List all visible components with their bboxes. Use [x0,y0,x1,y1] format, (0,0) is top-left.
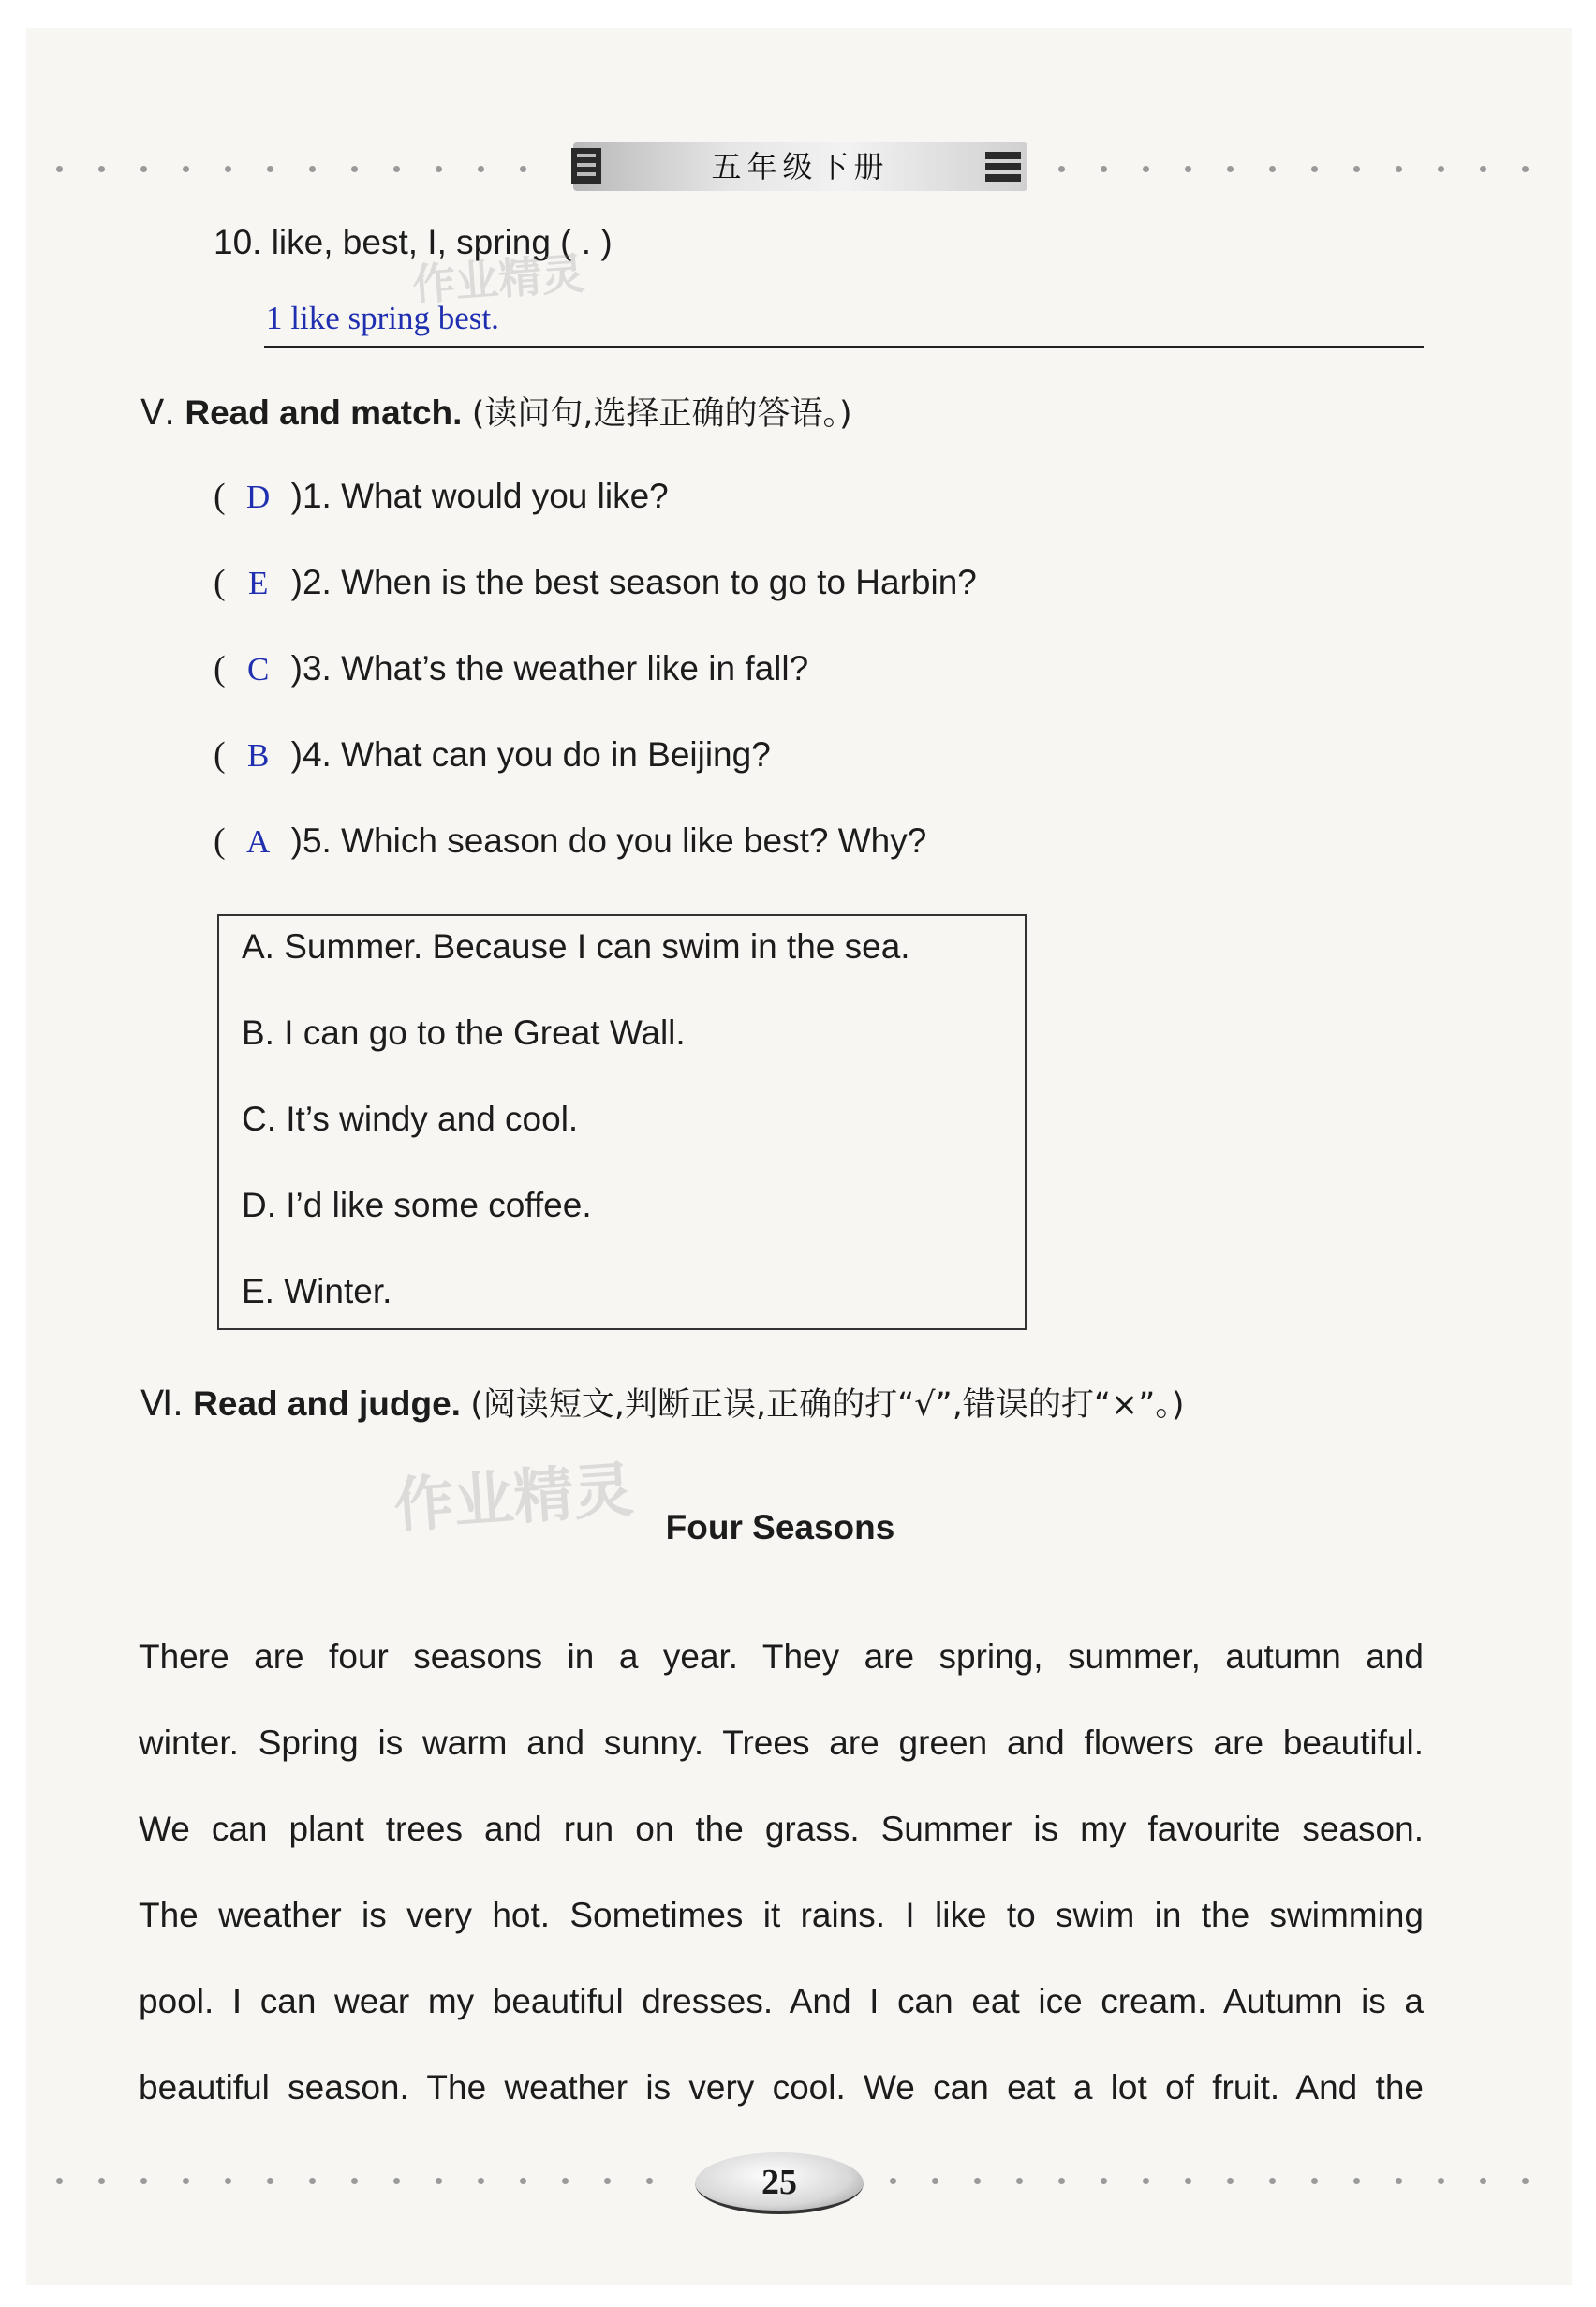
answer-blank[interactable]: D [246,479,271,515]
option-b: B. I can go to the Great Wall. [242,1013,686,1052]
option-e: E. Winter. [242,1272,392,1310]
grade-title: 五年级下册 [711,149,890,185]
story-line-5: pool. I can wear my beautiful dresses. And I can eat ice cream. Autumn is a [139,1982,1424,2020]
story-line-4: The weather is very hot. Sometimes it rains. I like to swim in the swimming [139,1896,1424,1934]
question-10: 10. like, best, I, spring ( . ) [214,223,613,261]
section-6-number: Ⅵ. [140,1383,184,1424]
match-question-3: ( C )3. What’s the weather like in fall? [214,649,809,688]
page-number: 25 [761,2163,797,2202]
option-d: D. I’d like some coffee. [242,1186,592,1224]
answer-line [264,346,1424,348]
header-dots-right [1058,161,1564,176]
option-a: A. Summer. Because I can swim in the sea. [242,927,910,966]
story-title: Four Seasons [665,1508,895,1546]
section-5-heading [140,388,852,435]
question-text: Which season do you like best? Why? [341,821,927,860]
question-text: What would you like? [341,477,669,515]
question-text: What’s the weather like in fall? [341,649,809,688]
footer-dots-left [56,2173,684,2188]
story-line-1: There are four seasons in a year. They are spring, summer, autumn and [139,1637,1424,1676]
story-line-2: winter. Spring is warm and sunny. Trees are green and flowers are beautiful. [139,1723,1424,1762]
watermark-small: 作业精灵 [410,247,586,311]
question-text: When is the best season to go to Harbin? [341,563,977,601]
section-5-number: Ⅴ. [140,392,176,433]
match-question-4: ( B )4. What can you do in Beijing? [214,735,771,775]
footer-dots-right [890,2173,1545,2188]
question-10-answer: 1 like spring best. [266,300,499,336]
match-question-5: ( A )5. Which season do you like best? Why? [214,821,927,861]
story-line-3: We can plant trees and run on the grass. Summer is my favourite season. [139,1810,1424,1848]
answer-blank[interactable]: E [247,565,269,601]
section-6-title: Read and judge. [193,1384,461,1423]
section-5-instruction: (读问句,选择正确的答语。) [471,395,852,433]
answer-blank[interactable]: C [246,651,270,688]
option-c: C. It’s windy and cool. [242,1100,579,1138]
match-question-1: ( D )1. What would you like? [214,477,669,516]
question-text: What can you do in Beijing? [341,735,771,774]
match-question-2: ( E )2. When is the best season to go to Harbin? [214,563,977,602]
watermark-large: 作业精灵 [392,1456,636,1542]
header-dots-left [56,161,543,176]
answer-blank[interactable]: A [246,823,271,860]
section-6-heading [140,1379,1185,1426]
section-5-title: Read and match. [185,393,463,432]
story-line-6: beautiful season. The weather is very cool. We can eat a lot of fruit. And the [139,2068,1424,2107]
section-6-instruction: (阅读短文,判断正误,正确的打“√”,错误的打“×”。) [470,1386,1185,1424]
answer-blank[interactable]: B [246,737,270,774]
